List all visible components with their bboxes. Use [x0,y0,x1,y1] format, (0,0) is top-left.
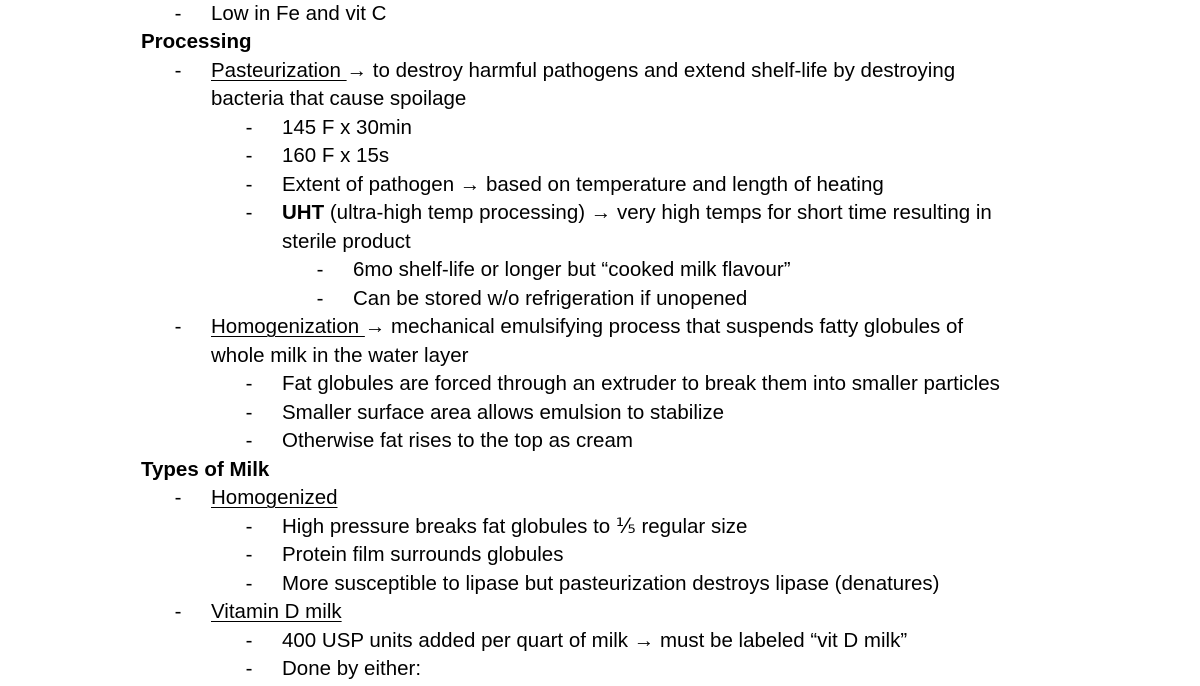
definition-text-continued: whole milk in the water layer [211,344,469,367]
bullet-dash: - [245,201,253,224]
bullet-dash: - [245,629,253,652]
definition-text: → to destroy harmful pathogens and extend shelf-life by destroying [346,59,956,82]
bullet-dash: - [245,657,253,680]
bullet-dash: - [245,572,253,595]
bullet-dash: - [245,144,253,167]
bullet-dash: - [245,372,253,395]
list-item-text: 400 USP units added per quart of milk → must be labeled “vit D milk” [282,629,908,652]
bullet-dash: - [245,401,253,424]
bullet-dash: - [174,59,182,82]
bullet-dash: - [245,429,253,452]
bullet-dash: - [245,515,253,538]
section-heading-processing: Processing [141,30,252,53]
list-item-text: 6mo shelf-life or longer but “cooked milk flavour” [353,258,791,281]
list-item-text: Extent of pathogen → based on temperature and length of heating [282,173,884,196]
bullet-dash: - [174,2,182,25]
list-item-text: Otherwise fat rises to the top as cream [282,429,633,452]
bullet-dash: - [316,287,324,310]
bullet-dash: - [174,486,182,509]
definition-text-continued: sterile product [282,230,411,253]
term-vitamin-d-milk: Vitamin D milk [211,600,342,623]
definition-text: → mechanical emulsifying process that suspends fatty globules of [364,315,964,338]
definition-text-continued: bacteria that cause spoilage [211,87,467,110]
definition-text: (ultra-high temp processing) → very high temps for short time resulting in [324,201,992,224]
list-item-text: More susceptible to lipase but pasteurization destroys lipase (denatures) [282,572,940,595]
bullet-dash: - [316,258,324,281]
list-item-text: Done by either: [282,657,422,680]
term-homogenized: Homogenized [211,486,338,509]
bullet-dash: - [245,173,253,196]
bullet-dash: - [174,315,182,338]
list-item-text: Smaller surface area allows emulsion to stabilize [282,401,725,424]
list-item-text: Can be stored w/o refrigeration if unopened [353,287,748,310]
list-item-text: Fat globules are forced through an extruder to break them into smaller particles [282,372,1000,395]
term-homogenization: Homogenization [211,315,365,338]
bullet-dash: - [174,600,182,623]
list-item-text: Low in Fe and vit C [211,2,387,25]
bullet-dash: - [245,116,253,139]
list-item-text: Protein film surrounds globules [282,543,564,566]
list-item-text: 145 F x 30min [282,116,412,139]
term-uht: UHT [282,201,325,224]
list-item-text: High pressure breaks fat globules to ⅕ regular size [282,515,748,538]
list-item-text: 160 F x 15s [282,144,390,167]
term-pasteurization: Pasteurization [211,59,347,82]
section-heading-types-of-milk: Types of Milk [141,458,270,481]
bullet-dash: - [245,543,253,566]
